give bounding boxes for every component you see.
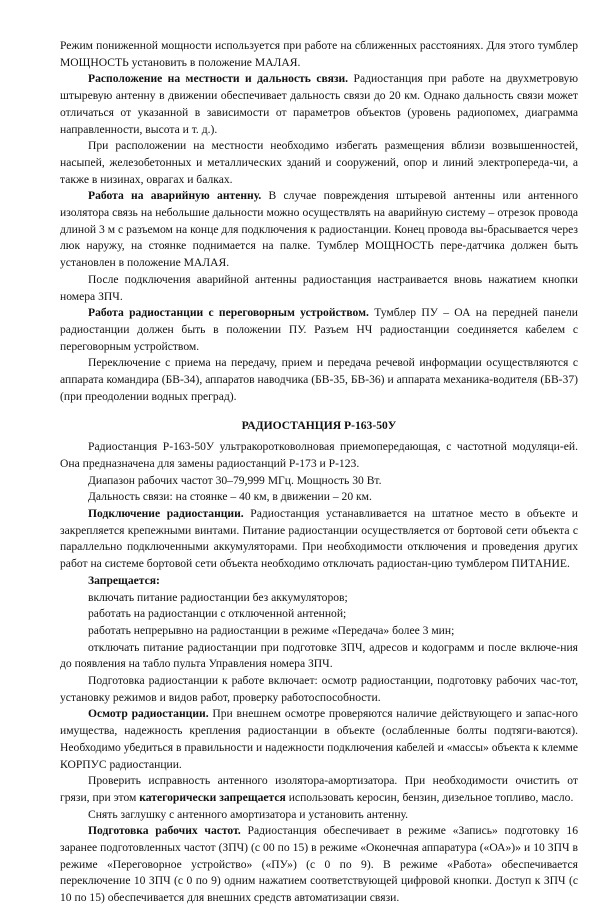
paragraph-text: Переключение с приема на передачу, прием и передача речевой информации осуществляются с аппарата командира (БВ-34), аппаратов наводчика (БВ-35, БВ-36) и аппарата механика-водителя (БВ-37) (при преодолении водных преград). — [60, 356, 578, 403]
paragraph-heading: Осмотр радиостанции. — [88, 707, 209, 721]
paragraph-text: Режим пониженной мощности используется при работе на сближенных расстояниях. Для этого тумблер МОЩНОСТЬ установить в положение МАЛАЯ. — [60, 39, 578, 69]
paragraph-text: отключать питание радиостанции при подготовке ЗПЧ, адресов и кодограмм и после включе-ния до появления на табло пульта Управления номера ЗПЧ. — [60, 640, 578, 671]
paragraph-text: При внешнем осмотре проверяются наличие действующего и запас-ного имущества, надежность крепления радиостанции в объекте (ослабленные болты подтяги-ваются). Необходимо убедиться в правильности и надежности подключения кабелей и «массы» объекта к клемме КОРПУС радиостанции. — [60, 707, 578, 771]
paragraph-text: использовать керосин, бензин, дизельное топливо, масло. — [285, 790, 574, 804]
paragraph-location-range — [60, 71, 578, 138]
paragraph-placement — [60, 138, 578, 188]
paragraph-after-connection — [60, 272, 578, 305]
paragraph-text: Радиостанция устанавливается на штатное место в объекте и закрепляется крепежными винтами. Питание радиостанции осуществляется от бортовой сети объекта с параллельно подключенными аккумуляторами. При необходимости отключения и проведения других работ на системе бортовой сети объекта необходимо отключать радиостан-цию тумблером ПИТАНИЕ. — [60, 506, 578, 571]
paragraph-text: Тумблер ПУ – ОА на передней панели радиостанции должен быть в положении ПУ. Разъем НЧ радиостанции соединяется кабелем с переговорным устройством. — [60, 306, 578, 353]
paragraph-heading: Работа радиостанции с переговорным устройством. — [88, 306, 369, 320]
paragraph-antenna-insulator — [60, 773, 578, 806]
paragraph-inspection — [60, 706, 578, 773]
list-item-prohibited-2 — [60, 606, 578, 623]
paragraph-text: Подготовка радиостанции к работе включает: осмотр радиостанции, подготовку рабочих час-тот, установку режимов и видов работ, проверку работоспособности. — [60, 674, 578, 704]
paragraph-text: включать питание радиостанции без аккумуляторов; — [88, 590, 348, 604]
paragraph-text: Радиостанция при работе на двухметровую штыревую антенну в движении обеспечивает дальность связи до 20 км. Однако дальность связи может отличаться от указанной в зависимости от параметров объектов (уровень радиопомех, диаграмма направленности, высота и т. д.). — [60, 72, 578, 136]
paragraph-text: Диапазон рабочих частот 30–79,999 МГц. Мощность 30 Вт. — [88, 473, 382, 487]
paragraph-text: Дальность связи: на стоянке – 40 км, в движении – 20 км. — [88, 490, 372, 504]
paragraph-heading: Подготовка рабочих частот. — [88, 824, 241, 838]
paragraph-communication-range — [60, 489, 578, 506]
paragraph-text: Проверить исправность антенного изолятора-амортизатора. При необходимости очистить от грязи, при этом — [60, 774, 578, 804]
list-item-prohibited-3 — [60, 623, 578, 640]
paragraph-text: Снять заглушку с антенного амортизатора и установить антенну. — [88, 807, 409, 821]
paragraph-switching — [60, 355, 578, 405]
paragraph-heading: Работа на аварийную антенну. — [88, 189, 262, 203]
paragraph-preparation — [60, 673, 578, 706]
paragraph-text: В случае повреждения штыревой антенны или антенного изолятора связь на небольшие дальности можно осуществлять на аварийную систему – отрезок провода длиной 3 м с разъемом на конце для подключения к радиостанции. Конец провода вы-брасывается через люк наружу, на стоянке поднимается на палке. Тумблер МОЩНОСТЬ пере-датчика должен быть установлен в положение МАЛАЯ. — [60, 189, 579, 270]
paragraph-text: При расположении на местности необходимо избегать размещения вблизи возвышенностей, насыпей, железобетонных и металлических зданий и сооружений, опор и линий электропереда-чи, а также в низинах, оврагах и балках. — [60, 139, 578, 186]
paragraph-low-power — [60, 38, 578, 71]
paragraph-warning: категорически запрещается — [139, 790, 286, 804]
paragraph-heading: Запрещается: — [88, 573, 160, 587]
paragraph-frequency-preparation — [60, 823, 578, 907]
paragraph-heading: Расположение на местности и дальность связи. — [88, 72, 349, 86]
paragraph-text: работать на радиостанции с отключенной антенной; — [88, 607, 347, 621]
paragraph-radio-description — [60, 439, 578, 472]
paragraph-emergency-antenna — [60, 188, 578, 272]
paragraph-intercom — [60, 305, 578, 355]
paragraph-radio-connection — [60, 506, 578, 573]
paragraph-remove-cap — [60, 807, 578, 824]
paragraph-text: работать непрерывно на радиостанции в режиме «Передача» более 3 мин; — [88, 623, 455, 637]
paragraph-text: После подключения аварийной антенны радиостанция настраивается вновь нажатием кнопки номера ЗПЧ. — [60, 272, 578, 303]
paragraph-prohibited-heading — [60, 573, 578, 590]
list-item-prohibited-4 — [60, 640, 578, 673]
paragraph-frequency-range — [60, 473, 578, 490]
paragraph-text: Радиостанция Р-163-50У ультракоротковолновая приемопередающая, с частотной модуляци-ей. Она предназначена для замены радиостанций Р-173 и Р-123. — [60, 440, 578, 470]
list-item-prohibited-1 — [60, 590, 578, 607]
paragraph-heading: Подключение радиостанции. — [88, 506, 244, 520]
document-page — [60, 38, 578, 907]
paragraph-text: Радиостанция обеспечивает в режиме «Запись» подготовку 16 заранее подготовленных частот (ЗПЧ) (с 00 по 15) в режиме «Оконечная аппаратура («ОА»)» и 10 ЗПЧ в режиме «Переговорное устройство» («ПУ») (с 0 по 9). В режиме «Работа» обеспечивается переключение 10 ЗПЧ (с 0 по 9) одним нажатием соответствующей цифровой кнопки. Доступ к ЗПЧ (с 10 по 15) обеспечивается для внешних средств автоматизации связи. — [60, 824, 578, 905]
section-title: РАДИОСТАНЦИЯ Р-163-50У — [241, 419, 397, 433]
